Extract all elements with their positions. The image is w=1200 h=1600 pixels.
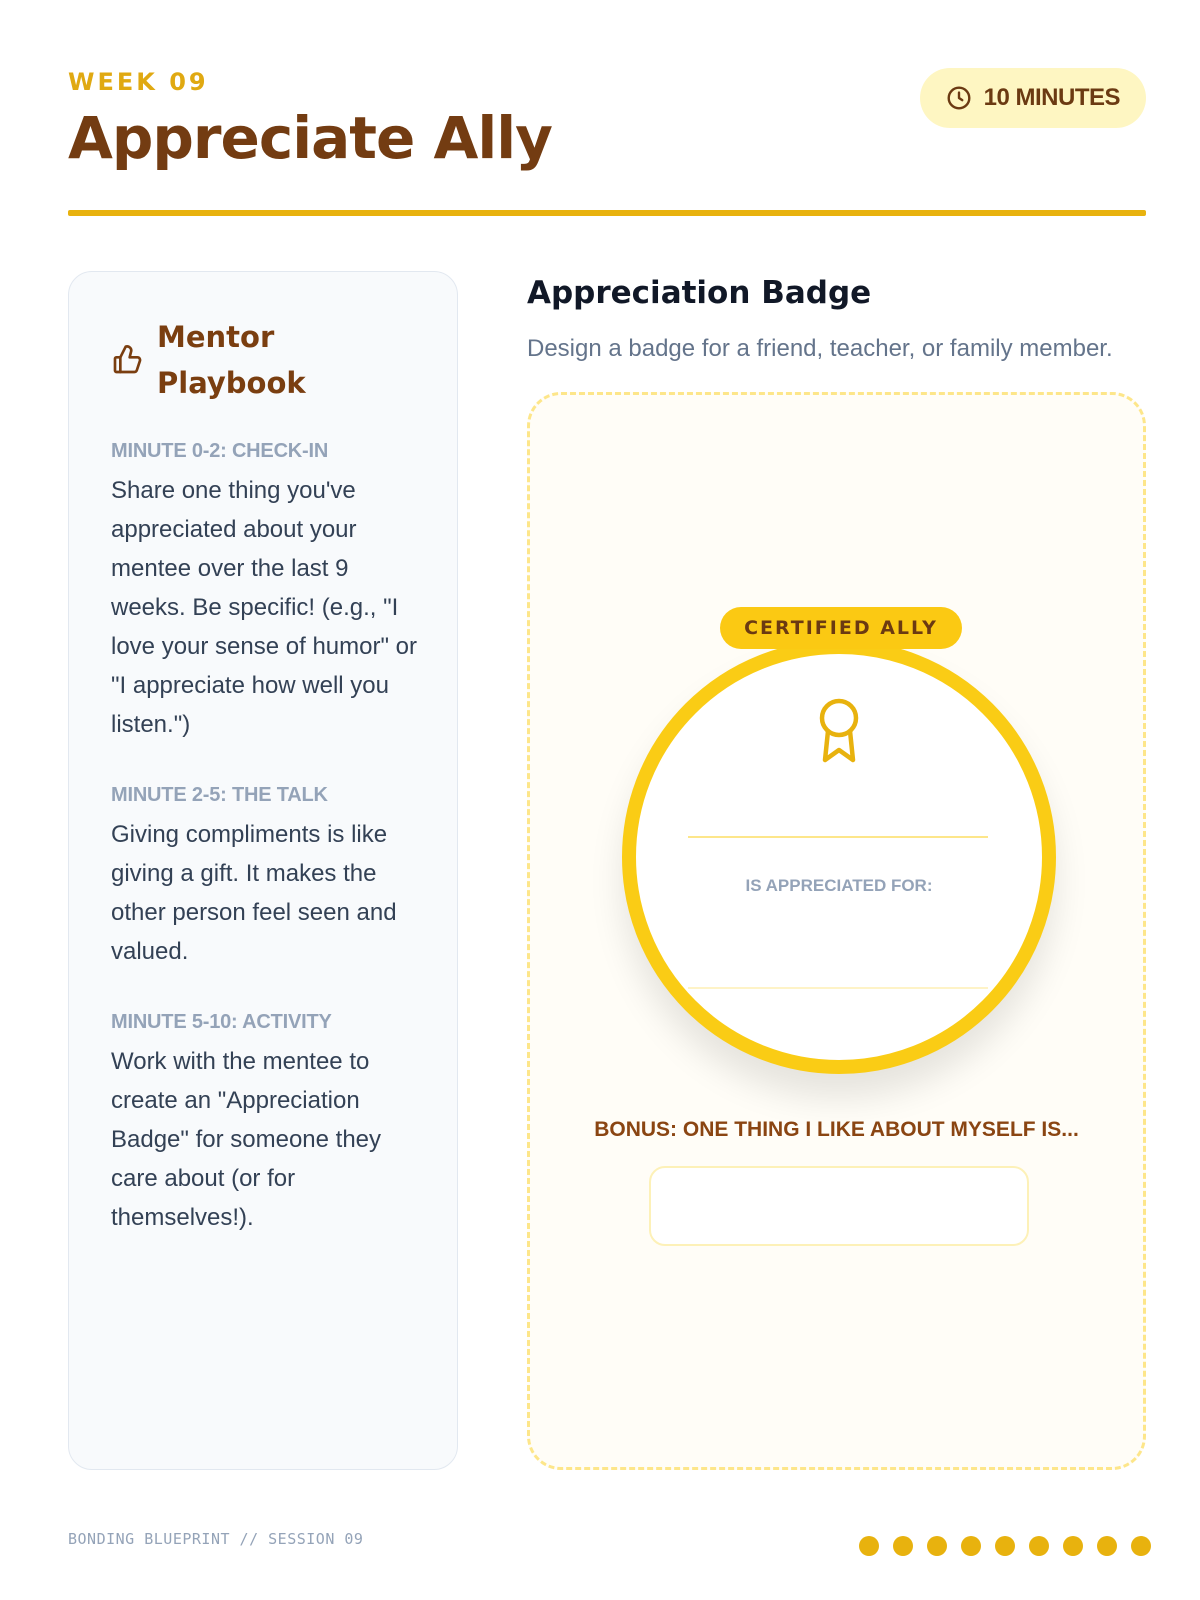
progress-dots	[859, 1536, 1151, 1556]
activity-section	[527, 271, 1146, 363]
page-title: Appreciate Ally	[68, 104, 552, 172]
activity-title: Appreciation Badge	[527, 275, 872, 311]
progress-dot	[927, 1536, 947, 1556]
playbook-step	[111, 784, 417, 971]
playbook-step	[111, 440, 417, 744]
activity-subtitle: Design a badge for a friend, teacher, or family member.	[527, 335, 1113, 362]
step-text: Work with the mentee to create an "Appreciation Badge" for someone they care about (or for themselves!).	[111, 1048, 382, 1231]
playbook-title	[157, 314, 306, 406]
progress-dot	[893, 1536, 913, 1556]
badge-design-area	[527, 392, 1146, 1470]
playbook-step	[111, 1011, 417, 1237]
playbook-heading	[111, 314, 417, 406]
progress-dot	[1131, 1536, 1151, 1556]
appreciated-for-label: IS APPRECIATED FOR:	[745, 876, 933, 895]
appreciation-badge	[622, 640, 1056, 1074]
mentor-playbook-panel	[68, 271, 458, 1470]
duration-label: 10 MINUTES	[983, 84, 1120, 111]
appreciated-for-line[interactable]	[688, 987, 988, 989]
playbook-title-line1: Mentor	[157, 320, 275, 354]
ribbon-label: CERTIFIED ALLY	[744, 617, 938, 639]
progress-dot	[1097, 1536, 1117, 1556]
recipient-name-line[interactable]	[688, 836, 988, 838]
step-label: MINUTE 2-5: THE TALK	[111, 784, 328, 806]
progress-dot	[1029, 1536, 1049, 1556]
progress-dot	[961, 1536, 981, 1556]
thumbs-up-icon	[111, 344, 143, 376]
playbook-title-line2: Playbook	[157, 366, 306, 400]
duration-badge	[920, 68, 1146, 128]
certified-ribbon	[720, 607, 962, 649]
step-text: Giving compliments is like giving a gift. It makes the other person feel seen and valued.	[111, 821, 397, 965]
clock-icon	[946, 85, 972, 111]
progress-dot	[859, 1536, 879, 1556]
progress-dot	[995, 1536, 1015, 1556]
bonus-answer-field[interactable]	[649, 1166, 1029, 1246]
bonus-prompt: BONUS: ONE THING I LIKE ABOUT MYSELF IS...	[594, 1118, 1079, 1141]
week-label: WEEK 09	[68, 68, 209, 96]
step-label: MINUTE 0-2: CHECK-IN	[111, 440, 329, 462]
step-label: MINUTE 5-10: ACTIVITY	[111, 1011, 332, 1033]
award-ribbon-icon	[812, 694, 866, 766]
header-divider	[68, 210, 1146, 216]
progress-dot	[1063, 1536, 1083, 1556]
footer-label: BONDING BLUEPRINT // SESSION 09	[68, 1530, 364, 1548]
page-header	[68, 68, 1146, 216]
step-text: Share one thing you've appreciated about your mentee over the last 9 weeks. Be specific! (e.g., "I love your sense of humor" or "I appreciate how well you listen.")	[111, 477, 417, 738]
